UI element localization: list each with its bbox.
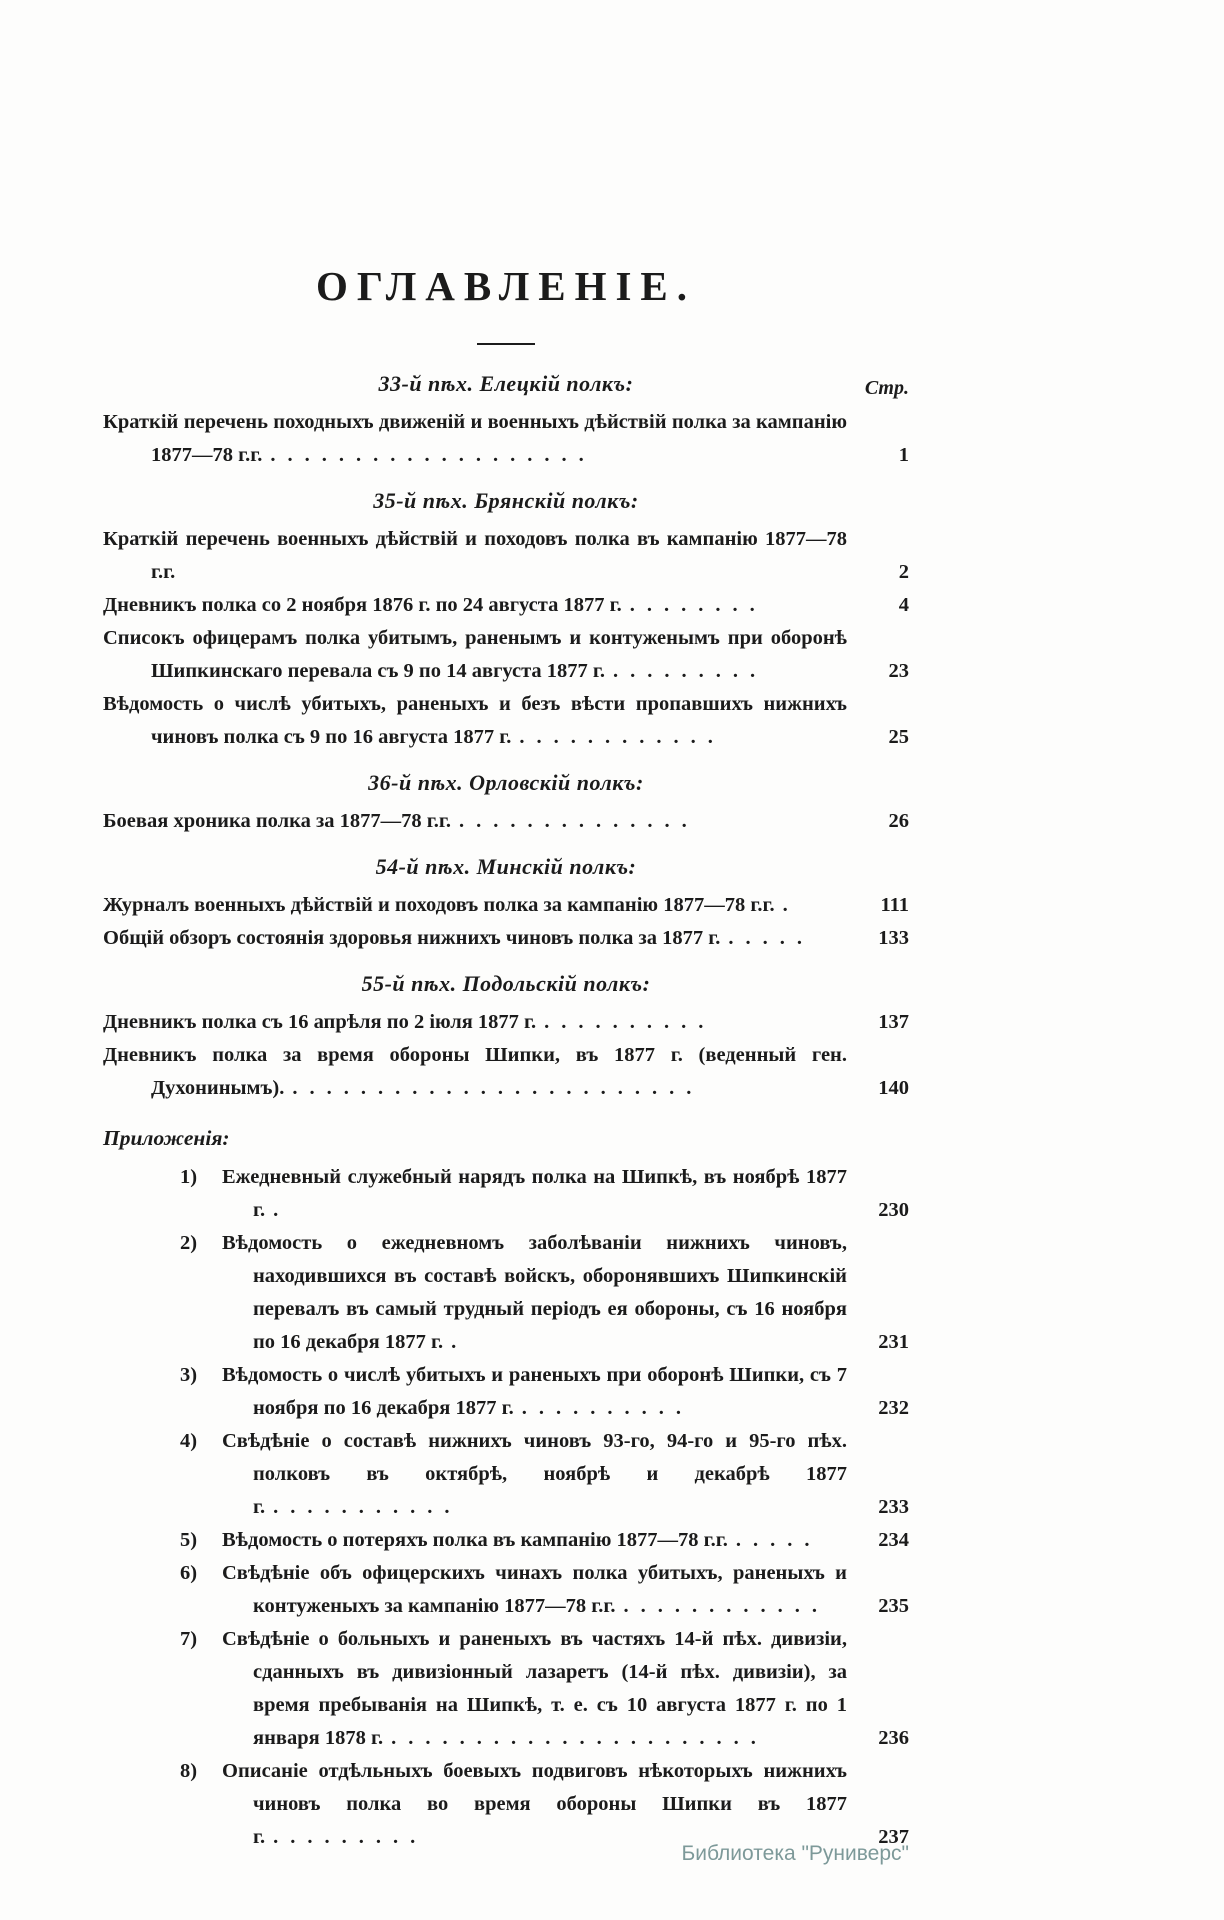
- page-number: 237: [878, 1826, 909, 1849]
- toc-entry: [103, 1524, 909, 1557]
- dot-leader: .........: [613, 660, 768, 683]
- page-number: 231: [878, 1331, 909, 1354]
- page-number: 234: [878, 1529, 909, 1552]
- library-watermark: Библиотека "Руниверс": [681, 1842, 909, 1865]
- entry-title: Ежедневный служебный нарядъ полка на Шипкѣ, въ ноябрѣ 1877 г.: [222, 1166, 847, 1222]
- entry-title: Свѣдѣніе о больныхъ и раненыхъ въ частяхъ 14-й пѣх. дивизіи, сданныхъ въ дивизіонный лазаретъ (14-й пѣх. дивизіи), за время пребыванія на Шипкѣ, т. е. съ 10 августа 1877 г. по 1 января 1878 г.: [222, 1628, 847, 1750]
- dot-leader: .....: [728, 927, 815, 950]
- toc-entry: [103, 1623, 909, 1755]
- page-number: 235: [878, 1595, 909, 1618]
- page-number: 26: [888, 810, 909, 833]
- entry-title: Боевая хроника полка за 1877—78 г.г.: [103, 810, 451, 833]
- toc-entry: [103, 805, 909, 838]
- page-number: 236: [878, 1727, 909, 1750]
- dot-leader: .: [273, 1199, 291, 1222]
- entry-title: Вѣдомость о числѣ убитыхъ, раненыхъ и безъ вѣсти пропавшихъ нижнихъ чиновъ полка съ 9 по 16 августа 1877 г.: [103, 693, 847, 749]
- entry-title: Вѣдомость о ежедневномъ заболѣваніи нижнихъ чиновъ, находившихся въ составѣ войскъ, оборонявшихъ Шипкинскій перевалъ въ самый трудный періодъ ея обороны, съ 16 ноября по 16 декабря 1877 г.: [222, 1232, 847, 1354]
- appendix-item-number: 4): [180, 1430, 198, 1453]
- appendix-item-number: 3): [180, 1364, 198, 1387]
- appendix-item-number: 6): [180, 1562, 198, 1585]
- page-number: 230: [878, 1199, 909, 1222]
- appendix-item-number: 1): [180, 1166, 198, 1189]
- entry-title: Свѣдѣніе объ офицерскихъ чинахъ полка убитыхъ, раненыхъ и контуженыхъ за кампанію 1877—78 г.г.: [222, 1562, 847, 1618]
- dot-leader: .....: [735, 1529, 822, 1552]
- section-heading: 33-й пѣх. Елецкій полкъ:: [378, 371, 634, 397]
- dot-leader: ...................: [270, 444, 596, 467]
- toc-entry: [103, 622, 909, 688]
- dot-leader: ...........: [273, 1496, 462, 1519]
- page-column-header: Стр.: [864, 377, 909, 400]
- page-number: 232: [878, 1397, 909, 1420]
- toc-entry: [103, 589, 909, 622]
- toc-entry: [103, 523, 909, 589]
- appendix-item-number: 2): [180, 1232, 198, 1255]
- dot-leader: .: [451, 1331, 469, 1354]
- appendix-items: [103, 1161, 909, 1854]
- dot-leader: ..........: [521, 1397, 694, 1420]
- entry-title: Свѣдѣніе о составѣ нижнихъ чиновъ 93-го, 94-го и 95-го пѣх. полковъ въ октябрѣ, ноябрѣ и декабрѣ 1877 г.: [222, 1430, 847, 1519]
- entry-title: Вѣдомость о потеряхъ полка въ кампанію 1877—78 г.г.: [222, 1529, 728, 1552]
- dot-leader: .: [782, 894, 800, 917]
- page-number: 4: [898, 594, 909, 617]
- page-number: 233: [878, 1496, 909, 1519]
- page-number: 23: [888, 660, 909, 683]
- entry-title: Дневникъ полка съ 16 апрѣля по 2 іюля 1877 г.: [103, 1011, 537, 1034]
- section-heading: 36-й пѣх. Орловскій полкъ:: [368, 770, 644, 796]
- dot-leader: ......................: [391, 1727, 768, 1750]
- toc-entry: [103, 406, 909, 472]
- entry-title: Общій обзоръ состоянія здоровья нижнихъ чиновъ полка за 1877 г.: [103, 927, 721, 950]
- page-number: 133: [878, 927, 909, 950]
- dot-leader: ........................: [292, 1077, 704, 1100]
- toc-entry: [103, 688, 909, 754]
- toc-entry: [103, 1161, 909, 1227]
- toc-page: [103, 0, 909, 1865]
- toc-entry: [103, 1755, 909, 1854]
- appendix-heading: Приложенія:: [103, 1126, 230, 1151]
- appendix-item-number: 8): [180, 1760, 198, 1783]
- page-number: 140: [878, 1077, 909, 1100]
- entry-title: Журналъ военныхъ дѣйствій и походовъ полка за кампанію 1877—78 г.г.: [103, 894, 775, 917]
- toc-entry: [103, 1359, 909, 1425]
- page-number: 137: [878, 1011, 909, 1034]
- toc-entry: [103, 1006, 909, 1039]
- appendix-section: [103, 1123, 909, 1854]
- section-heading: 55-й пѣх. Подольскій полкъ:: [361, 971, 651, 997]
- page-number: 111: [880, 894, 909, 917]
- page-number: 1: [898, 444, 909, 467]
- dot-leader: ............: [519, 726, 725, 749]
- entry-title: Вѣдомость о числѣ убитыхъ и раненыхъ при оборонѣ Шипки, съ 7 ноября по 16 декабря 1877 г.: [222, 1364, 847, 1420]
- entry-title: Дневникъ полка со 2 ноября 1876 г. по 24 августа 1877 г.: [103, 594, 622, 617]
- page-number: 25: [888, 726, 909, 749]
- toc-entry: [103, 1425, 909, 1524]
- entry-title: Списокъ офицерамъ полка убитымъ, раненымъ и контуженымъ при оборонѣ Шипкинскаго перевала съ 9 по 14 августа 1877 г.: [103, 627, 847, 683]
- toc-entry: [103, 889, 909, 922]
- section-heading: 54-й пѣх. Минскій полкъ:: [375, 854, 637, 880]
- page-number: 2: [898, 561, 909, 584]
- entry-title: Описаніе отдѣльныхъ боевыхъ подвиговъ нѣкоторыхъ нижнихъ чиновъ полка во время обороны Шипки въ 1877 г.: [222, 1760, 847, 1849]
- dot-leader: ..........: [544, 1011, 716, 1034]
- toc-entry: [103, 1039, 909, 1105]
- section-heading: 35-й пѣх. Брянскій полкъ:: [373, 488, 639, 514]
- dot-leader: ........: [629, 594, 767, 617]
- entry-title: Дневникъ полка за время обороны Шипки, въ 1877 г. (веденный ген. Духонинымъ).: [103, 1044, 847, 1100]
- appendix-item-number: 7): [180, 1628, 198, 1651]
- appendix-item-number: 5): [180, 1529, 198, 1552]
- toc-entry: [103, 1557, 909, 1623]
- dot-leader: ............: [623, 1595, 829, 1618]
- entry-title: Краткій перечень походныхъ движеній и военныхъ дѣйствій полка за кампанію 1877—78 г.г.: [103, 411, 847, 467]
- title-divider: [477, 343, 535, 345]
- toc-entry: [103, 922, 909, 955]
- dot-leader: .........: [273, 1826, 428, 1849]
- toc-sections: [103, 369, 909, 1105]
- entry-title: Краткій перечень военныхъ дѣйствій и походовъ полка въ кампанію 1877—78 г.г.: [103, 528, 847, 584]
- dot-leader: ..............: [459, 810, 699, 833]
- page-title: ОГЛАВЛЕНІЕ.: [315, 263, 697, 309]
- toc-entry: [103, 1227, 909, 1359]
